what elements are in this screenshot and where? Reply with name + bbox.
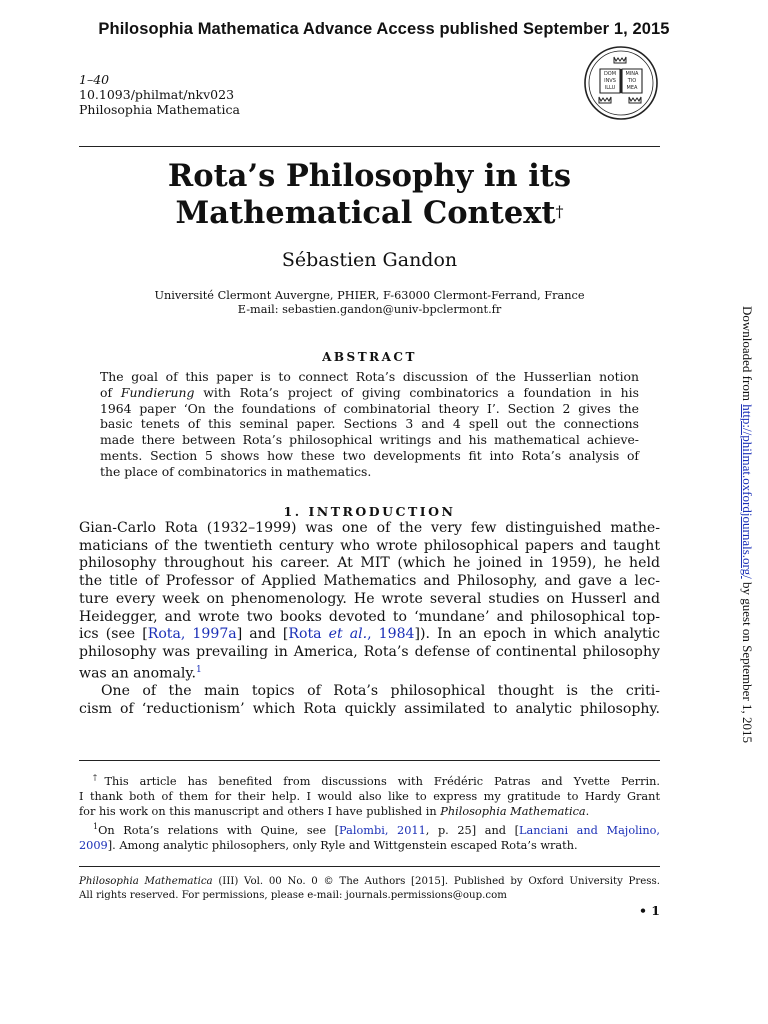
doi[interactable]: 10.1093/philmat/nkv023 [79,87,235,102]
footnote-line: $^1$On Rota’s relations with Quine, see [Palombi, 2011, p. 25] and [Lanciani and Majolino, [93,822,661,837]
intro-body [79,520,660,718]
body-line: maticians of the twentieth century who wrote philosophical papers and taught [79,537,660,554]
footnote-line: 2009]. Among analytic philosophers, only Ryle and Wittgenstein escaped Rota’s wrath. [79,838,578,852]
svg-text:MEA: MEA [626,85,638,91]
svg-text:INVS: INVS [604,78,616,84]
body-line: ture every week on phenomenology. He wrote several studies on Husserl and [79,590,660,607]
article-meta [79,72,240,117]
abstract-line: 1964 paper ‘On the foundations of combinatorial theory I’. Section 2 gives the [100,400,639,416]
title-line-2: Mathematical Context [175,195,556,231]
citation-link[interactable]: Rota, 1997a [147,626,237,643]
article-title [79,158,660,232]
svg-text:MINA: MINA [625,71,639,77]
body-line: Heidegger, and wrote two books devoted to ‘mundane’ and philosophical top- [79,608,660,625]
svg-text:TIO: TIO [627,78,637,84]
body-line: philosophy throughout his career. At MIT (which he joined in 1959), he held [79,555,660,572]
body-line: Gian-Carlo Rota (1932–1999) was one of the very few distinguished mathe- [79,520,660,536]
citation-link[interactable]: 2009 [79,838,108,852]
title-dagger[interactable]: † [555,202,564,221]
page-number: • 1 [638,903,660,918]
abstract-line: of Fundierung with Rota’s project of giving combinatorics a foundation in his [100,384,639,400]
footnote-ref[interactable]: 1 [195,664,202,675]
download-side-note: Downloaded from http://philmat.oxfordjournals.org/ by guest on September 1, 2015 [740,306,755,744]
body-line: was an anomaly.$^1$ [79,664,202,682]
author-name: Sébastien Gandon [281,249,458,271]
citation-link[interactable]: Rota et al., 1984 [288,626,415,643]
author-email[interactable]: E-mail: sebastien.gandon@univ-bpclermont.fr [237,303,502,316]
svg-text:ILLU: ILLU [604,85,616,91]
footnote-line: I thank both of them for their help. I would also like to express my gratitude to Hardy Grant [79,789,660,803]
citation-link[interactable]: Lanciani and Majolino, [519,823,661,837]
journal-name: Philosophia Mathematica [79,102,240,117]
title-line-1: Rota’s Philosophy in its [167,158,572,194]
body-line: ics (see [Rota, 1997a] and [Rota et al., 1984]). In an epoch in which analytic [79,626,661,643]
abstract-line: the place of combinatorics in mathematics. [100,463,372,479]
body-line: the title of Professor of Applied Mathematics and Philosophy, and gave a lec- [79,573,660,590]
footer-line: Philosophia Mathematica (III) Vol. 00 No. 0 © The Authors [2015]. Published by Oxford University Press. [79,876,660,887]
advance-access-banner: Philosophia Mathematica Advance Access published September 1, 2015 [98,20,670,38]
citation-link[interactable]: Palombi, 2011 [339,823,426,837]
abstract-line: basic tenets of this seminal paper. Sections 3 and 4 spell out the connections [100,416,639,432]
abstract-line: made there between Rota’s philosophical writings and his mathematical achieve- [100,432,639,448]
footer-rule [79,866,660,867]
svg-text:DOM: DOM [603,71,617,77]
journal-url-link[interactable]: http://philmat.oxfordjournals.org/ [740,404,755,579]
abstract-text [100,369,639,480]
body-line: philosophy was prevailing in America, Rota’s defense of continental philosophy [79,643,660,660]
affiliation-line: Université Clermont Auvergne, PHIER, F-63000 Clermont-Ferrand, France [154,289,585,302]
footer-line: All rights reserved. For permissions, please e-mail: journals.permissions@oup.com [79,889,507,901]
header-rule [79,146,660,147]
footnote-line: for his work on this manuscript and others I have published in Philosophia Mathematica. [79,804,590,818]
footnotes [79,770,660,853]
body-line: cism of ‘reductionism’ which Rota quickly assimilated to analytic philosophy. [79,700,660,717]
page-range: 1–40 [79,72,110,87]
section-heading: 1. INTRODUCTION [283,504,456,519]
abstract-line: The goal of this paper is to connect Rota’s discussion of the Husserlian notion [100,369,639,384]
abstract-line: ments. Section 5 shows how these two developments fit into Rota’s analysis of [100,447,639,463]
footnote-line: †This article has benefited from discussions with Frédéric Patras and Yvette Perrin. [93,773,660,788]
emphasis: Fundierung [120,384,195,400]
abstract-heading: ABSTRACT [322,350,417,364]
footnote-rule [79,760,660,761]
oxford-crest-icon [583,45,659,121]
body-line: One of the main topics of Rota’s philosophical thought is the criti- [101,683,660,700]
copyright-footer [79,875,660,902]
affiliation [79,289,660,317]
